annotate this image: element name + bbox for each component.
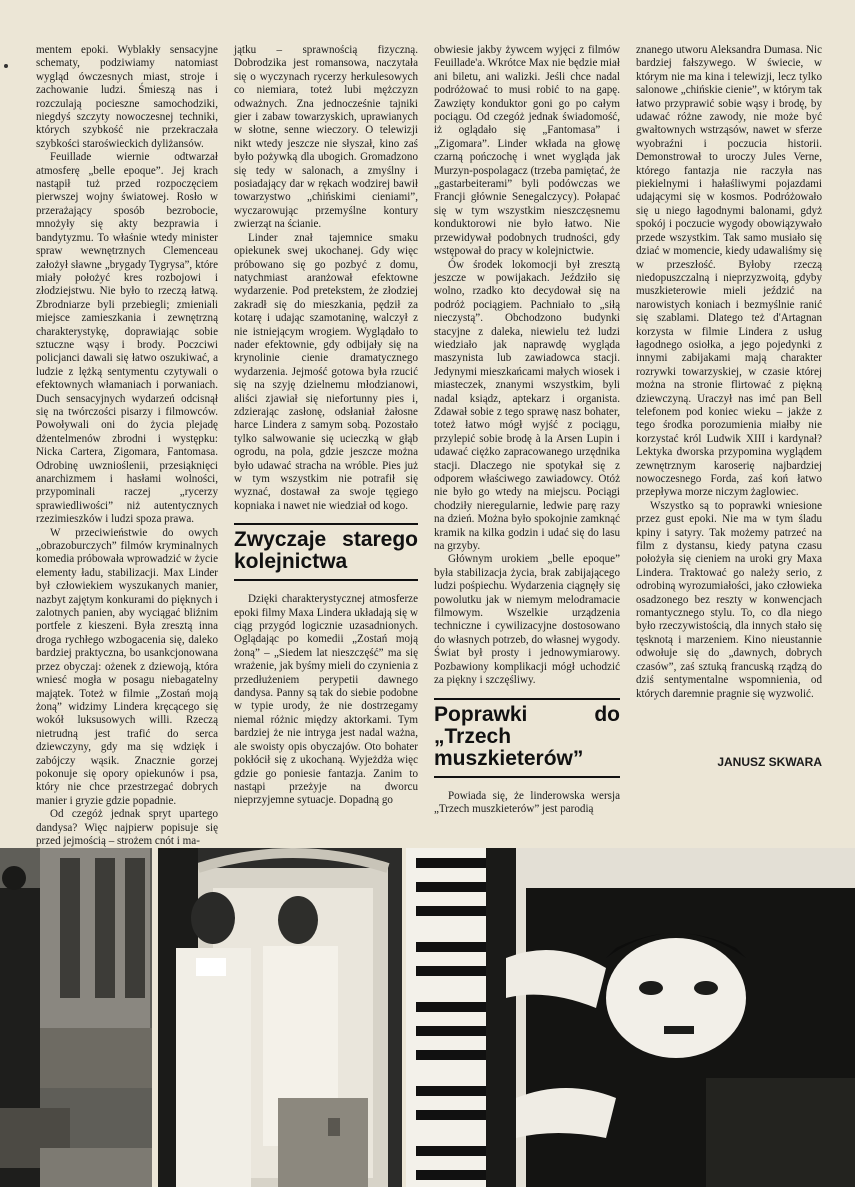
paragraph: obwiesie jakby żywcem wyjęci z filmów Feuillade'a. Wkrótce Max nie będzie miał ani biletu, ani walizki. Jeśli chce nadal podróżować to musi robić to na gapę. Zawzięty konduktor goni go po całym pociągu. Od czegóż jednak świadomość, iż oglądało się „Fantomasa” i „Zigomara”. Linder wkłada na głowę czarną pończochę i wnet wygląda jak Murzyn-pospolagacz (trzeba pamiętać, że „gastarbeiterami” byli podówczas we Francji głównie Senegalczycy). Połapać się w tym wszystkim nieszczęsnemu konduktorowi nie było łatwo. Nie przewidywał podobnych trudności, gdy wstępował do pracy w kolejnictwie.	[434, 44, 620, 258]
photo-piano-scene	[406, 848, 855, 1187]
margin-dot	[4, 64, 8, 68]
text-column-1	[36, 44, 218, 848]
paragraph: Wszystko są to poprawki wniesione przez gust epoki. Nie ma w tym śladu kpiny i satyry. Tak możemy patrzeć na film z dystansu, kiedy patyna czasu położyła się cieniem na uroki gry Maxa Lindera. Traktować go należy serio, z odrobiną wyrozumiałości, jako człowieka osadzonego bez reszty w konwencjach romantycznego stylu. To, co dla niego było rzeczywistością, dla innych stało się tęsknotą i marzeniem. Kino nieustannie odwołuje się do „dawnych, dobrych czasów”, zaś sztuką francuską rządzą do dziś sentymentalne wspomnienia, od których daremnie pragnie się wyzwolić.	[636, 499, 822, 700]
text-column-4	[636, 44, 822, 769]
section-headline-railways: Zwyczaje starego kolejnictwa	[234, 523, 418, 581]
paragraph: mentem epoki. Wyblakły sensacyjne schematy, podziwiamy natomiast wygląd ówczesnych miast, stroje i zachowanie ludzi. Śmieszą nas i rozczulają pocieszne samochodziki, niegdyś szczyty nowoczesnej techniki, których szybkość nie przekraczała szybkości staroświeckich dyliżansów.	[36, 44, 218, 150]
text-column-3	[434, 44, 620, 816]
author-byline: JANUSZ SKWARA	[717, 754, 822, 769]
paragraph: jątku – sprawnością fizyczną. Dobrodzika jest romansowa, naczytała się o wyczynach rycerzy herkulesowych co niemiara, toteż lubi mężczyzn odważnych. Zna jednocześnie tajniki gier i zabaw towarzyskich, uprawianych w słotne, senne wieczory. O telewizji nikt wtedy jeszcze nie słyszał, kino zaś było pożywką dla ubogich. Gromadzono się tedy w salonach, a zmyślny i posiadający dar w rękach wodzirej bawił towarzystwo „chińskimi cieniami”, wyczarowując przemyślne kontury zwierząt na ścianie.	[234, 44, 418, 231]
paragraph: Głównym urokiem „belle epoque” była stabilizacja życia, brak zabijającego ludzi pośpiechu. Wydarzenia ciągnęły się powolutku jak w niemym melodramacie filmowym. Wszelkie urządzenia techniczne i cywilizacyjne dostosowano do własnych potrzeb, do własnej wygody. Świat był prosty i jednowymiarowy. Pozbawiony komplikacji mógł uchodzić za piękny i szczęśliwy.	[434, 553, 620, 687]
photo-train-station	[0, 848, 152, 1187]
photo-strip	[0, 848, 855, 1187]
paragraph: Ów środek lokomocji był zresztą jeszcze w powijakach. Jeździło się wolno, rzadko kto decydował się na podróż pociągiem. Pachniało to „siłą nieczystą”. Obchodzono budynki stacyjne z daleka, niewielu też ludzi wiedziało jak naprawdę wygląda maszynista lub zawiadowca stacji. Jedynymi mieszkańcami małych wiosek i miasteczek, znanymi wszystkim, byli nadal ksiądz, aptekarz i organista. Zdawał sobie z tego sprawę nasz bohater, toteż łatwo mógł wyjść z pociągu, przylepić sobie brodę à la Arsen Lupin i udawać ciężko zapracowanego urzędnika stacji. Dlaczego nie spotykał się z odporem właściwego zawiadowcy. Otóż nie było go wtedy na miejscu. Pociągi chodziły nieregularnie, ledwie parę razy na dzień. Można było spokojnie zamknąć kramik na kilka godzin i udać się do lasu na grzyby.	[434, 258, 620, 553]
paragraph: znanego utworu Aleksandra Dumasa. Nic bardziej fałszywego. W świecie, w którym nie ma kina i telewizji, lecz tylko salonowe „chińskie cienie”, w którym tak łatwo przyprawić sobie wąsy i brodę, by udawać różne zawody, nie może być gwałtownych wstrząsów, nawet w sferze wyobraźni i poczucia historii. Demonstrował to uroczy Jules Verne, którego fantazja nie raczyła nas piekielnymi i hałaśliwymi pojazdami udającymi się w kosmos. Podróżowało się u niego łagodnymi balonami, gdyż spokój i poczucie wygody obowiązywało przede wszystkim. Tak samo musiało się dziać w momencie, kiedy udawaliśmy się w przeszłość. Byłoby rzeczą niedopuszczalną i nieprzyzwoitą, gdyby muszkieterowie mieli jeździć na narowistych koniach i bezmyślnie ranić się szablami. Dlatego też d'Artagnan korzysta w filmie Lindera z usług łagodnego osiołka, a jego pojedynki z innymi zabijakami mają charakter rozrywki towarzyskiej, w czasie której można na stronie flirtować z piękną dziewczyną. Uraczył nas imć pan Bell telefonem pod koniec wieku – jakże z tego środka porozumienia miałby nie korzystać król Ludwik XIII i kardynał? Lektyka dworska przypomina wyglądem zewnętrznym karoserię najbardziej nowoczesnego Forda, zaś koń łatwo przepływa morze niczym żaglowiec.	[636, 44, 822, 499]
paragraph: Powiada się, że linderowska wersja „Trzech muszkieterów” jest parodią	[434, 789, 620, 815]
paragraph: Od czegóż jednak spryt upartego dandysa? Więc najpierw popisuje się przed jejmością – strożem cnót i ma-	[36, 808, 218, 847]
section-headline-musketeers: Poprawki do „Trzech muszkieterów”	[434, 698, 620, 778]
paragraph: Feuillade wiernie odtwarzał atmosferę „belle epoque”. Jej krach nastąpił tuż przed rozpoczęciem pierwszej wojny światowej. Rosło w przerażający sposób bezrobocie, mnożyły się akty bezprawia i bandytyzmu. To właśnie wtedy minister spraw wewnętrznych Clemenceau założył sławne „brygady Tygrysa”, które miały położyć kres rozbojowi i złodziejstwu. Nie było to rzeczą łatwą. Zbrodniarze byli przebiegli; zmieniali miejsce zamieszkania i zewnętrzną charakterystykę, doprawiając sobie sztuczne wąsy i brody. Poczciwi policjanci dawali się łatwo oszukiwać, a ludzie z lężką sentymentu czytywali o efektownych włamaniach i porwaniach. Duch sensacyjnych wydarzeń odcisnął się na twórczości pisarzy i filmowców. Powoływali oni do życia plejadę dżentelmenów zbrodni i występku: Nicka Cartera, Zigomara, Fantomasa. Odrobinę uwznioślenii, przesiąknięci anarchizmem i hasłami wolności, przypominali raczej „rycerzy sprawiedliwości” niż autentycznych rzezimieszków i ludzi spoza prawa.	[36, 151, 218, 526]
paragraph: W przeciwieństwie do owych „obrazoburczych” filmów kryminalnych komedia próbowała wprowadzić w życie elementy ładu, stabilizacji. Max Linder był człowiekiem wyszukanych manier, nazbyt zajętym konkurami do pięknych i zalotnych panien, aby wyciągać bliźnim portfele z kieszeni. Była zresztą inna droga rychłego wzbogacenia się, daleko bardziej praktyczna, bo usankcjonowana przez obyczaj: ożenek z dziewoją, która wniesć mogła w posagu niebagatelny majątek. Toteż w filmie „Zostań moją żoną” widzimy Lindera kręcącego się wokół luksusowych willi. Rzeczą nietrudną jest trafić do serca dziewczyny, gdy ma się wdzięk i zabójczy wąsik. Znacznie gorzej pokonuje się opory opiekunów i psa, który nie chce przestrzegać dobrych manier i gryzie gdzie popadnie.	[36, 526, 218, 807]
paragraph: Dzięki charakterystycznej atmosferze epoki filmy Maxa Lindera układają się w ciąg przygód logicznie uzasadnionych. Oglądając po komedii „Zostań moją żoną” – „Siedem lat nieszczęść” ma się wrażenie, jak byśmy mieli do czynienia z przedłużeniem perypetii dawnego dandysa. Panny są tak do siebie podobne w typie urody, że nie dostrzegamy niemal różnic między aktorkami. Tym bardziej że nie intryga jest nadal ważna, ale swoisty opis obyczajów. Oto bohater pokłócił się z ukochaną. Wyjeżdża więc gdzie go poniesie fantazja. Zanim to nastąpi przeżyje na dworcu nieprzyjemne sytuacje. Dopadną go	[234, 593, 418, 807]
paragraph: Linder znał tajemnice smaku opiekunek swej ukochanej. Gdy więc próbowano się go pozbyć z domu, natychmiast aranżował efektowne wydarzenie. Pod pretekstem, że złodziej zakradł się do mieszkania, pędził za kotarę i udając szamotaninę, walczył z nie istniejącym wrogiem. Wyglądało to nader efektownie, gdy odbijały się na krynolinie cienie dramatycznego wydarzenia. Jejmość gotowa była rzucić się na szyję dzielnemu młodzianowi, aliści zjawiał się niefortunny pies i, zdzierając zasłonę, odsłaniał żałosne harce Lindera z samym sobą. Pozostało tylko salwowanie się ucieczką w głąb ogrodu, na pola, gdzie jeszcze można było udawać stracha na wróble. Pies już w tym wszystkim nie potrafił się wyznać, dostawał za swoje tęgiego kopniaka i nawet nie wiedział od kogo.	[234, 231, 418, 512]
photo-mirror-scene	[158, 848, 402, 1187]
text-column-2	[234, 44, 418, 808]
